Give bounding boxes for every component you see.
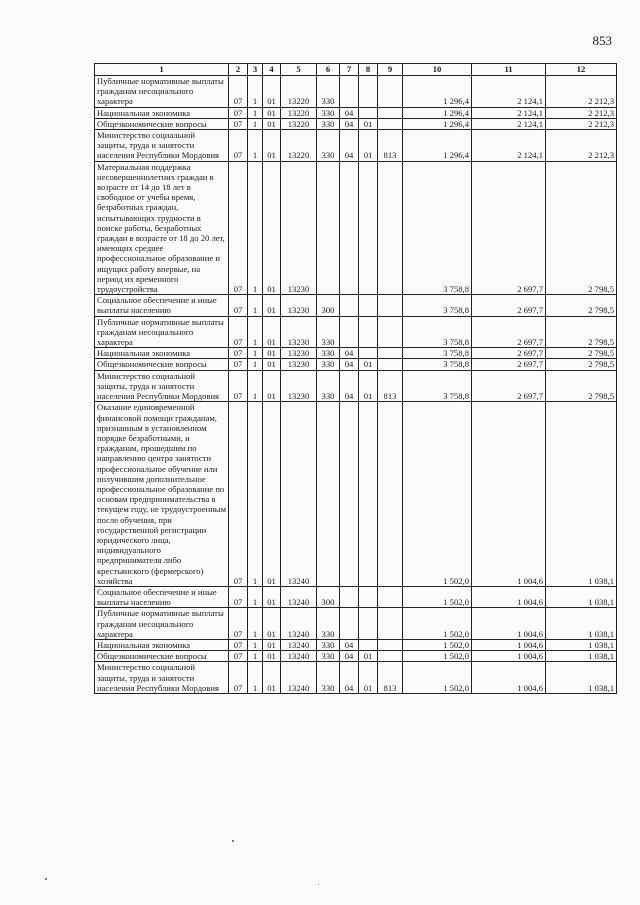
row-code-cell: [317, 161, 340, 295]
row-code-cell: 07: [229, 107, 248, 118]
page-number: 853: [592, 33, 612, 48]
row-amount-cell: 1 296,4: [403, 107, 472, 118]
row-code-cell: 1: [248, 402, 263, 587]
table-body: [95, 76, 617, 694]
row-amount-cell: 1 004,6: [472, 639, 546, 650]
row-amount-cell: 2 212,3: [546, 76, 617, 108]
row-code-cell: 330: [317, 348, 340, 359]
scan-speck: [45, 878, 47, 880]
row-code-cell: 01: [263, 76, 281, 108]
row-amount-cell: 3 758,8: [403, 316, 472, 348]
row-code-cell: [378, 161, 403, 295]
row-amount-cell: 2 697,7: [472, 359, 546, 370]
row-code-cell: [378, 639, 403, 650]
row-code-cell: 07: [229, 639, 248, 650]
table-row: [95, 402, 617, 587]
table-row: [95, 370, 617, 402]
row-code-cell: [340, 608, 359, 640]
row-code-cell: [359, 161, 378, 295]
row-code-cell: 330: [317, 118, 340, 129]
row-amount-cell: 3 758,8: [403, 370, 472, 402]
row-amount-cell: 2 798,5: [546, 295, 617, 316]
row-code-cell: 13230: [281, 295, 317, 316]
row-amount-cell: 2 798,5: [546, 370, 617, 402]
row-amount-cell: 1 038,1: [546, 586, 617, 607]
row-amount-cell: 2 798,5: [546, 359, 617, 370]
row-code-cell: 01: [263, 348, 281, 359]
row-code-cell: 07: [229, 316, 248, 348]
row-amount-cell: 2 212,3: [546, 130, 617, 162]
row-code-cell: [359, 76, 378, 108]
row-code-cell: 1: [248, 348, 263, 359]
scan-speck: [318, 884, 319, 885]
row-amount-cell: 2 798,5: [546, 161, 617, 295]
column-header: 11: [472, 64, 546, 76]
row-code-cell: 01: [263, 107, 281, 118]
row-code-cell: 07: [229, 118, 248, 129]
row-amount-cell: 3 758,8: [403, 161, 472, 295]
row-code-cell: [378, 348, 403, 359]
row-amount-cell: 1 296,4: [403, 118, 472, 129]
row-amount-cell: 2 798,5: [546, 348, 617, 359]
row-code-cell: 330: [317, 639, 340, 650]
row-code-cell: 330: [317, 76, 340, 108]
column-header: 6: [317, 64, 340, 76]
row-code-cell: 13220: [281, 107, 317, 118]
row-code-cell: [340, 76, 359, 108]
row-code-cell: 01: [263, 639, 281, 650]
row-code-cell: [340, 402, 359, 587]
column-header: 12: [546, 64, 617, 76]
row-code-cell: [378, 402, 403, 587]
row-name-cell: Публичные нормативные выплаты гражданам несоциального характера: [95, 316, 229, 348]
row-amount-cell: 2 124,1: [472, 107, 546, 118]
row-code-cell: 1: [248, 586, 263, 607]
row-code-cell: 07: [229, 348, 248, 359]
row-code-cell: 1: [248, 76, 263, 108]
row-code-cell: 07: [229, 295, 248, 316]
row-code-cell: [378, 651, 403, 662]
row-name-cell: Материальная поддержка несовершеннолетних граждан в возрасте от 14 до 18 лет в свободное от учебы время, безработных граждан, испытывающих трудности в поиске работы, безработных граждан в возрасте от 18 до 20 лет, имеющих среднее профессиональное образование и ищущих работу впервые, на период их временного трудоустройства: [95, 161, 229, 295]
row-amount-cell: 1 502,0: [403, 586, 472, 607]
row-code-cell: [378, 118, 403, 129]
row-code-cell: 1: [248, 316, 263, 348]
row-code-cell: 1: [248, 370, 263, 402]
row-code-cell: [359, 586, 378, 607]
row-code-cell: 1: [248, 608, 263, 640]
column-header: 5: [281, 64, 317, 76]
row-code-cell: 13220: [281, 76, 317, 108]
row-code-cell: 1: [248, 161, 263, 295]
table-row: [95, 107, 617, 118]
row-amount-cell: 2 124,1: [472, 76, 546, 108]
row-code-cell: 01: [263, 586, 281, 607]
row-code-cell: 04: [340, 651, 359, 662]
table-row: [95, 586, 617, 607]
row-code-cell: 07: [229, 130, 248, 162]
row-name-cell: Министерство социальной защиты, труда и занятости населения Республики Мордовия: [95, 130, 229, 162]
row-code-cell: 330: [317, 651, 340, 662]
row-code-cell: 01: [359, 118, 378, 129]
row-code-cell: 01: [359, 370, 378, 402]
row-amount-cell: 3 758,8: [403, 359, 472, 370]
row-amount-cell: 2 697,7: [472, 370, 546, 402]
row-code-cell: 01: [263, 662, 281, 694]
row-code-cell: 13240: [281, 586, 317, 607]
row-code-cell: 01: [263, 370, 281, 402]
row-amount-cell: 2 697,7: [472, 316, 546, 348]
row-code-cell: 07: [229, 359, 248, 370]
row-code-cell: [359, 608, 378, 640]
row-amount-cell: 1 004,6: [472, 402, 546, 587]
table-row: [95, 76, 617, 108]
row-name-cell: Оказание единовременной финансовой помощи гражданам, признанным в установленном порядке безработными, и гражданам, прошедшим по направлению центра занятости профессиональное обучение или получившим дополнительное профессиональное образование по основам предпринимательства в текущем году, не трудоустроенным после обучения, при государственной регистрации юридического лица, индивидуального предпринимателя либо крестьянского (фермерского) хозяйства: [95, 402, 229, 587]
row-amount-cell: 1 502,0: [403, 402, 472, 587]
row-code-cell: 07: [229, 402, 248, 587]
row-code-cell: 01: [263, 295, 281, 316]
table-row: [95, 662, 617, 694]
row-code-cell: 01: [263, 316, 281, 348]
row-code-cell: [317, 402, 340, 587]
table-row: [95, 161, 617, 295]
row-code-cell: 04: [340, 107, 359, 118]
row-code-cell: 330: [317, 130, 340, 162]
row-code-cell: 07: [229, 161, 248, 295]
row-code-cell: 1: [248, 118, 263, 129]
row-amount-cell: 3 758,8: [403, 295, 472, 316]
row-code-cell: 13230: [281, 348, 317, 359]
row-amount-cell: 1 502,0: [403, 662, 472, 694]
table-row: [95, 608, 617, 640]
row-code-cell: 01: [359, 662, 378, 694]
row-name-cell: Национальная экономика: [95, 348, 229, 359]
row-amount-cell: 1 004,6: [472, 651, 546, 662]
row-code-cell: 07: [229, 586, 248, 607]
row-amount-cell: 2 697,7: [472, 348, 546, 359]
row-amount-cell: 1 502,0: [403, 608, 472, 640]
row-code-cell: 01: [359, 359, 378, 370]
budget-table: [94, 63, 617, 694]
row-code-cell: 13220: [281, 118, 317, 129]
row-code-cell: 813: [378, 370, 403, 402]
row-code-cell: [359, 316, 378, 348]
row-code-cell: 01: [359, 651, 378, 662]
row-amount-cell: 1 502,0: [403, 639, 472, 650]
row-code-cell: 330: [317, 316, 340, 348]
column-header: 9: [378, 64, 403, 76]
row-amount-cell: 2 798,5: [546, 316, 617, 348]
row-code-cell: [340, 161, 359, 295]
scan-speck: [232, 840, 234, 842]
row-code-cell: 01: [263, 130, 281, 162]
row-amount-cell: 1 502,0: [403, 651, 472, 662]
row-code-cell: 07: [229, 76, 248, 108]
row-code-cell: [378, 586, 403, 607]
row-amount-cell: 1 004,6: [472, 608, 546, 640]
row-code-cell: 330: [317, 107, 340, 118]
row-code-cell: 330: [317, 662, 340, 694]
row-code-cell: [359, 639, 378, 650]
row-code-cell: 13240: [281, 639, 317, 650]
row-name-cell: Социальное обеспечение и иные выплаты населению: [95, 295, 229, 316]
column-header: 1: [95, 64, 229, 76]
row-code-cell: 04: [340, 348, 359, 359]
table-header-row: [95, 64, 617, 76]
column-header: 8: [359, 64, 378, 76]
row-code-cell: 300: [317, 586, 340, 607]
row-code-cell: 13240: [281, 608, 317, 640]
row-code-cell: 01: [263, 651, 281, 662]
row-code-cell: [378, 608, 403, 640]
row-amount-cell: 2 124,1: [472, 118, 546, 129]
row-code-cell: 01: [263, 118, 281, 129]
row-name-cell: Публичные нормативные выплаты гражданам несоциального характера: [95, 608, 229, 640]
row-code-cell: 04: [340, 639, 359, 650]
row-name-cell: Общеэкономические вопросы: [95, 359, 229, 370]
row-amount-cell: 3 758,8: [403, 348, 472, 359]
row-code-cell: 1: [248, 651, 263, 662]
table-row: [95, 295, 617, 316]
column-header: 3: [248, 64, 263, 76]
table-row: [95, 639, 617, 650]
row-name-cell: Министерство социальной защиты, труда и занятости населения Республики Мордовия: [95, 370, 229, 402]
row-code-cell: [359, 107, 378, 118]
row-code-cell: [359, 295, 378, 316]
row-code-cell: 1: [248, 662, 263, 694]
table-row: [95, 359, 617, 370]
row-code-cell: 813: [378, 130, 403, 162]
row-code-cell: 1: [248, 295, 263, 316]
row-code-cell: 13240: [281, 662, 317, 694]
row-code-cell: 13230: [281, 359, 317, 370]
row-code-cell: 330: [317, 608, 340, 640]
row-code-cell: 300: [317, 295, 340, 316]
row-code-cell: [340, 295, 359, 316]
column-header: 7: [340, 64, 359, 76]
row-name-cell: Публичные нормативные выплаты гражданам несоциального характера: [95, 76, 229, 108]
row-code-cell: 01: [263, 359, 281, 370]
row-code-cell: 1: [248, 107, 263, 118]
row-code-cell: 04: [340, 359, 359, 370]
row-amount-cell: 1 038,1: [546, 608, 617, 640]
row-code-cell: [340, 586, 359, 607]
row-amount-cell: 1 296,4: [403, 130, 472, 162]
row-code-cell: 13230: [281, 161, 317, 295]
table-row: [95, 118, 617, 129]
table-row: [95, 651, 617, 662]
row-amount-cell: 2 697,7: [472, 161, 546, 295]
row-amount-cell: 2 212,3: [546, 118, 617, 129]
row-code-cell: 330: [317, 370, 340, 402]
row-code-cell: 1: [248, 130, 263, 162]
row-amount-cell: 1 296,4: [403, 76, 472, 108]
row-code-cell: [378, 316, 403, 348]
column-header: 10: [403, 64, 472, 76]
table-row: [95, 130, 617, 162]
row-code-cell: 04: [340, 662, 359, 694]
row-code-cell: [340, 316, 359, 348]
table-row: [95, 316, 617, 348]
row-code-cell: [359, 348, 378, 359]
row-name-cell: Национальная экономика: [95, 639, 229, 650]
row-amount-cell: 2 212,3: [546, 107, 617, 118]
row-code-cell: 13220: [281, 130, 317, 162]
row-amount-cell: 1 038,1: [546, 639, 617, 650]
row-code-cell: [378, 107, 403, 118]
row-code-cell: 330: [317, 359, 340, 370]
row-amount-cell: 2 697,7: [472, 295, 546, 316]
row-name-cell: Общеэкономические вопросы: [95, 651, 229, 662]
row-code-cell: 01: [263, 608, 281, 640]
row-code-cell: 13240: [281, 651, 317, 662]
row-code-cell: 1: [248, 359, 263, 370]
row-code-cell: 01: [263, 161, 281, 295]
row-name-cell: Министерство социальной защиты, труда и занятости населения Республики Мордовия: [95, 662, 229, 694]
row-code-cell: [378, 295, 403, 316]
row-name-cell: Социальное обеспечение и иные выплаты населению: [95, 586, 229, 607]
row-code-cell: 13240: [281, 402, 317, 587]
row-code-cell: 13230: [281, 316, 317, 348]
row-code-cell: 1: [248, 639, 263, 650]
row-code-cell: [378, 76, 403, 108]
row-code-cell: 01: [359, 130, 378, 162]
row-code-cell: 07: [229, 651, 248, 662]
row-amount-cell: 1 038,1: [546, 662, 617, 694]
row-name-cell: Общеэкономические вопросы: [95, 118, 229, 129]
row-code-cell: 04: [340, 130, 359, 162]
row-code-cell: 01: [263, 402, 281, 587]
row-code-cell: 04: [340, 370, 359, 402]
row-name-cell: Национальная экономика: [95, 107, 229, 118]
table-row: [95, 348, 617, 359]
row-amount-cell: 1 004,6: [472, 586, 546, 607]
row-amount-cell: 2 124,1: [472, 130, 546, 162]
row-code-cell: 13230: [281, 370, 317, 402]
column-header: 2: [229, 64, 248, 76]
column-header: 4: [263, 64, 281, 76]
row-code-cell: [378, 359, 403, 370]
row-code-cell: 813: [378, 662, 403, 694]
row-amount-cell: 1 038,1: [546, 402, 617, 587]
row-code-cell: 04: [340, 118, 359, 129]
row-code-cell: 07: [229, 370, 248, 402]
row-amount-cell: 1 004,6: [472, 662, 546, 694]
row-code-cell: 07: [229, 662, 248, 694]
row-code-cell: 07: [229, 608, 248, 640]
row-code-cell: [359, 402, 378, 587]
row-amount-cell: 1 038,1: [546, 651, 617, 662]
